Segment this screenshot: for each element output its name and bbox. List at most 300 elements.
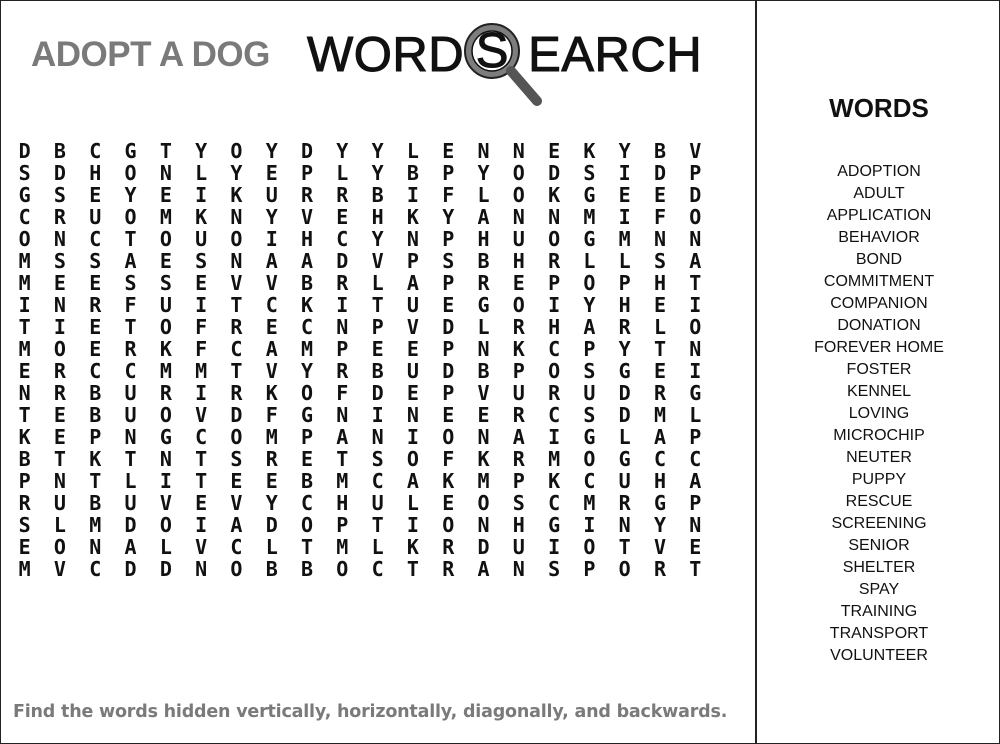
grid-letter[interactable]: U — [159, 293, 172, 317]
grid-letter[interactable]: H — [653, 271, 667, 295]
grid-letter[interactable]: Y — [301, 359, 314, 383]
grid-letter[interactable]: I — [159, 469, 172, 493]
grid-letter[interactable]: O — [512, 293, 525, 317]
grid-letter[interactable]: Y — [230, 161, 243, 185]
grid-letter[interactable]: H — [371, 205, 384, 229]
grid-letter[interactable]: R — [53, 205, 66, 229]
grid-letter[interactable]: E — [230, 469, 243, 493]
grid-letter[interactable]: V — [53, 557, 66, 581]
grid-letter[interactable]: P — [548, 271, 561, 295]
grid-letter[interactable]: R — [265, 447, 278, 471]
grid-letter[interactable]: E — [442, 403, 455, 427]
grid-letter[interactable]: T — [406, 557, 419, 581]
grid-letter[interactable]: P — [18, 469, 31, 493]
grid-letter[interactable]: N — [18, 381, 31, 405]
grid-letter[interactable]: N — [53, 227, 66, 251]
grid-letter[interactable]: K — [548, 469, 561, 493]
grid-letter[interactable]: M — [583, 491, 596, 515]
grid-letter[interactable]: I — [195, 183, 208, 207]
grid-letter[interactable]: D — [477, 535, 490, 559]
grid-letter[interactable]: T — [89, 469, 102, 493]
grid-letter[interactable]: B — [371, 359, 384, 383]
grid-letter[interactable]: M — [195, 359, 208, 383]
grid-letter[interactable]: A — [583, 315, 596, 339]
grid-letter[interactable]: C — [301, 491, 314, 515]
grid-letter[interactable]: U — [512, 381, 525, 405]
grid-letter[interactable]: K — [548, 183, 561, 207]
grid-letter[interactable]: T — [689, 271, 702, 295]
grid-letter[interactable]: O — [689, 205, 702, 229]
grid-letter[interactable]: E — [89, 315, 102, 339]
grid-letter[interactable]: H — [301, 227, 314, 251]
grid-letter[interactable]: D — [548, 161, 561, 185]
grid-letter[interactable]: A — [689, 249, 702, 273]
grid-letter[interactable]: D — [336, 249, 349, 273]
grid-letter[interactable]: G — [618, 447, 631, 471]
grid-letter[interactable]: A — [653, 425, 667, 449]
grid-letter[interactable]: S — [548, 557, 561, 581]
grid-letter[interactable]: S — [89, 249, 102, 273]
grid-letter[interactable]: V — [265, 359, 278, 383]
grid-letter[interactable]: A — [265, 337, 278, 361]
grid-letter[interactable]: F — [265, 403, 278, 427]
grid-letter[interactable]: P — [336, 337, 349, 361]
grid-letter[interactable]: E — [53, 403, 66, 427]
grid-letter[interactable]: U — [406, 359, 419, 383]
grid-letter[interactable]: I — [195, 293, 208, 317]
grid-letter[interactable]: N — [689, 227, 702, 251]
grid-letter[interactable]: V — [159, 491, 172, 515]
grid-letter[interactable]: T — [53, 447, 66, 471]
grid-letter[interactable]: M — [477, 469, 490, 493]
grid-letter[interactable]: A — [336, 425, 349, 449]
grid-letter[interactable]: I — [618, 161, 631, 185]
grid-letter[interactable]: O — [53, 535, 66, 559]
grid-letter[interactable]: E — [442, 491, 455, 515]
grid-letter[interactable]: K — [18, 425, 31, 449]
grid-letter[interactable]: P — [512, 469, 525, 493]
grid-letter[interactable]: I — [406, 425, 419, 449]
grid-letter[interactable]: A — [230, 513, 243, 537]
grid-letter[interactable]: O — [477, 491, 490, 515]
grid-letter[interactable]: T — [124, 447, 137, 471]
grid-letter[interactable]: B — [89, 491, 102, 515]
grid-letter[interactable]: Y — [371, 227, 384, 251]
grid-letter[interactable]: E — [53, 271, 66, 295]
grid-letter[interactable]: U — [406, 293, 419, 317]
grid-letter[interactable]: F — [653, 205, 667, 229]
grid-letter[interactable]: C — [195, 425, 208, 449]
grid-letter[interactable]: I — [548, 535, 561, 559]
grid-letter[interactable]: Y — [195, 139, 208, 163]
grid-letter[interactable]: P — [371, 315, 384, 339]
grid-letter[interactable]: N — [53, 469, 66, 493]
grid-letter[interactable]: N — [618, 513, 631, 537]
grid-letter[interactable]: T — [195, 447, 208, 471]
grid-letter[interactable]: G — [653, 491, 667, 515]
grid-letter[interactable]: I — [689, 359, 702, 383]
grid-letter[interactable]: C — [548, 337, 561, 361]
grid-letter[interactable]: U — [124, 491, 137, 515]
grid-letter[interactable]: C — [89, 557, 102, 581]
grid-letter[interactable]: C — [548, 491, 561, 515]
grid-letter[interactable]: T — [336, 447, 349, 471]
grid-letter[interactable]: C — [124, 359, 137, 383]
grid-letter[interactable]: P — [336, 513, 349, 537]
grid-letter[interactable]: N — [477, 337, 490, 361]
grid-letter[interactable]: B — [406, 161, 419, 185]
grid-letter[interactable]: T — [371, 513, 384, 537]
grid-letter[interactable]: N — [477, 513, 490, 537]
grid-letter[interactable]: B — [301, 271, 314, 295]
grid-letter[interactable]: I — [689, 293, 702, 317]
grid-letter[interactable]: R — [512, 315, 525, 339]
grid-letter[interactable]: O — [618, 557, 631, 581]
grid-letter[interactable]: T — [230, 359, 243, 383]
grid-letter[interactable]: E — [618, 183, 631, 207]
grid-letter[interactable]: O — [336, 557, 349, 581]
grid-letter[interactable]: E — [53, 425, 66, 449]
grid-letter[interactable]: O — [230, 557, 243, 581]
grid-letter[interactable]: A — [477, 557, 490, 581]
grid-letter[interactable]: P — [512, 359, 525, 383]
grid-letter[interactable]: C — [265, 293, 278, 317]
grid-letter[interactable]: Y — [265, 205, 278, 229]
grid-letter[interactable]: V — [477, 381, 490, 405]
grid-letter[interactable]: O — [442, 513, 455, 537]
grid-letter[interactable]: P — [89, 425, 102, 449]
grid-letter[interactable]: D — [301, 139, 314, 163]
grid-letter[interactable]: P — [301, 425, 314, 449]
grid-letter[interactable]: D — [689, 183, 702, 207]
grid-letter[interactable]: R — [336, 271, 349, 295]
grid-letter[interactable]: T — [124, 315, 137, 339]
grid-letter[interactable]: E — [89, 271, 102, 295]
grid-letter[interactable]: R — [618, 315, 631, 339]
grid-letter[interactable]: L — [477, 183, 490, 207]
grid-letter[interactable]: E — [371, 337, 384, 361]
grid-letter[interactable]: I — [618, 205, 631, 229]
grid-letter[interactable]: V — [195, 403, 208, 427]
grid-letter[interactable]: Y — [371, 139, 384, 163]
grid-letter[interactable]: U — [512, 227, 525, 251]
grid-letter[interactable]: N — [512, 557, 525, 581]
grid-letter[interactable]: T — [18, 403, 31, 427]
grid-letter[interactable]: I — [548, 425, 561, 449]
grid-letter[interactable]: H — [653, 469, 667, 493]
grid-letter[interactable]: O — [159, 227, 172, 251]
grid-letter[interactable]: G — [583, 227, 596, 251]
grid-letter[interactable]: F — [195, 337, 208, 361]
grid-letter[interactable]: H — [512, 249, 525, 273]
grid-letter[interactable]: D — [53, 161, 66, 185]
grid-letter[interactable]: P — [583, 337, 596, 361]
grid-letter[interactable]: P — [442, 227, 455, 251]
grid-letter[interactable]: M — [336, 535, 349, 559]
grid-letter[interactable]: D — [442, 315, 455, 339]
grid-letter[interactable]: S — [653, 249, 667, 273]
grid-letter[interactable]: G — [618, 359, 631, 383]
grid-letter[interactable]: R — [512, 403, 525, 427]
grid-letter[interactable]: E — [477, 403, 490, 427]
grid-letter[interactable]: O — [583, 271, 596, 295]
grid-letter[interactable]: N — [406, 403, 419, 427]
grid-letter[interactable]: S — [583, 403, 596, 427]
grid-letter[interactable]: O — [18, 227, 31, 251]
grid-letter[interactable]: I — [548, 293, 561, 317]
grid-letter[interactable]: R — [336, 359, 349, 383]
grid-letter[interactable]: H — [89, 161, 102, 185]
grid-letter[interactable]: C — [583, 469, 596, 493]
grid-letter[interactable]: O — [53, 337, 66, 361]
grid-letter[interactable]: B — [301, 469, 314, 493]
grid-letter[interactable]: P — [618, 271, 631, 295]
grid-letter[interactable]: E — [336, 205, 349, 229]
grid-letter[interactable]: A — [124, 249, 137, 273]
grid-letter[interactable]: B — [89, 381, 102, 405]
grid-letter[interactable]: E — [689, 535, 702, 559]
letter-grid[interactable] — [7, 140, 713, 580]
grid-letter[interactable]: Y — [618, 337, 631, 361]
grid-letter[interactable]: N — [548, 205, 561, 229]
grid-letter[interactable]: N — [124, 425, 137, 449]
grid-letter[interactable]: N — [230, 249, 243, 273]
grid-letter[interactable]: M — [583, 205, 596, 229]
grid-letter[interactable]: U — [583, 381, 596, 405]
grid-letter[interactable]: O — [230, 227, 243, 251]
grid-letter[interactable]: P — [689, 425, 702, 449]
grid-letter[interactable]: N — [477, 139, 490, 163]
grid-letter[interactable]: T — [18, 315, 31, 339]
grid-letter[interactable]: G — [583, 183, 596, 207]
grid-letter[interactable]: Y — [653, 513, 667, 537]
grid-letter[interactable]: B — [653, 139, 667, 163]
grid-letter[interactable]: K — [89, 447, 102, 471]
grid-letter[interactable]: N — [512, 139, 525, 163]
grid-letter[interactable]: F — [336, 381, 349, 405]
grid-letter[interactable]: R — [653, 557, 667, 581]
grid-letter[interactable]: M — [18, 337, 31, 361]
grid-letter[interactable]: D — [18, 139, 31, 163]
grid-letter[interactable]: M — [265, 425, 278, 449]
grid-letter[interactable]: L — [583, 249, 596, 273]
grid-letter[interactable]: L — [265, 535, 278, 559]
grid-letter[interactable]: H — [477, 227, 490, 251]
grid-letter[interactable]: P — [301, 161, 314, 185]
grid-letter[interactable]: E — [653, 359, 667, 383]
grid-letter[interactable]: L — [53, 513, 66, 537]
grid-letter[interactable]: U — [124, 381, 137, 405]
grid-letter[interactable]: G — [301, 403, 314, 427]
grid-letter[interactable]: B — [477, 359, 490, 383]
grid-letter[interactable]: S — [195, 249, 208, 273]
grid-letter[interactable]: R — [124, 337, 137, 361]
grid-letter[interactable]: T — [230, 293, 243, 317]
grid-letter[interactable]: I — [336, 293, 349, 317]
grid-letter[interactable]: K — [301, 293, 314, 317]
grid-letter[interactable]: K — [442, 469, 455, 493]
grid-letter[interactable]: V — [265, 271, 278, 295]
grid-letter[interactable]: B — [301, 557, 314, 581]
grid-letter[interactable]: N — [195, 557, 208, 581]
grid-letter[interactable]: E — [195, 271, 208, 295]
grid-letter[interactable]: L — [477, 315, 490, 339]
grid-letter[interactable]: R — [548, 249, 561, 273]
grid-letter[interactable]: B — [53, 139, 66, 163]
grid-letter[interactable]: R — [230, 315, 243, 339]
grid-letter[interactable]: N — [512, 205, 525, 229]
grid-letter[interactable]: K — [159, 337, 172, 361]
grid-letter[interactable]: S — [583, 359, 596, 383]
grid-letter[interactable]: B — [89, 403, 102, 427]
grid-letter[interactable]: H — [336, 491, 349, 515]
grid-letter[interactable]: I — [406, 513, 419, 537]
grid-letter[interactable]: D — [230, 403, 243, 427]
grid-letter[interactable]: O — [230, 425, 243, 449]
grid-letter[interactable]: A — [265, 249, 278, 273]
grid-letter[interactable]: Y — [265, 491, 278, 515]
grid-letter[interactable]: N — [53, 293, 66, 317]
grid-letter[interactable]: Y — [442, 205, 455, 229]
grid-letter[interactable]: U — [618, 469, 631, 493]
grid-letter[interactable]: R — [477, 271, 490, 295]
grid-letter[interactable]: N — [336, 315, 349, 339]
grid-letter[interactable]: G — [124, 139, 137, 163]
grid-letter[interactable]: T — [618, 535, 631, 559]
grid-letter[interactable]: R — [336, 183, 349, 207]
grid-letter[interactable]: V — [653, 535, 667, 559]
grid-letter[interactable]: M — [159, 359, 172, 383]
grid-letter[interactable]: B — [371, 183, 384, 207]
grid-letter[interactable]: C — [371, 557, 384, 581]
grid-letter[interactable]: R — [18, 491, 31, 515]
grid-letter[interactable]: U — [371, 491, 384, 515]
grid-letter[interactable]: Y — [265, 139, 278, 163]
grid-letter[interactable]: R — [301, 183, 314, 207]
grid-letter[interactable]: L — [618, 425, 631, 449]
grid-letter[interactable]: R — [512, 447, 525, 471]
grid-letter[interactable]: O — [583, 447, 596, 471]
grid-letter[interactable]: M — [159, 205, 172, 229]
grid-letter[interactable]: C — [18, 205, 31, 229]
grid-letter[interactable]: O — [406, 447, 419, 471]
grid-letter[interactable]: E — [442, 139, 455, 163]
grid-letter[interactable]: E — [89, 183, 102, 207]
grid-letter[interactable]: K — [265, 381, 278, 405]
grid-letter[interactable]: L — [336, 161, 349, 185]
grid-letter[interactable]: H — [618, 293, 631, 317]
grid-letter[interactable]: M — [653, 403, 667, 427]
grid-letter[interactable]: S — [53, 249, 66, 273]
grid-letter[interactable]: E — [406, 337, 419, 361]
grid-letter[interactable]: Y — [124, 183, 137, 207]
grid-letter[interactable]: P — [689, 491, 702, 515]
grid-letter[interactable]: E — [89, 337, 102, 361]
grid-letter[interactable]: N — [89, 535, 102, 559]
grid-letter[interactable]: R — [230, 381, 243, 405]
grid-letter[interactable]: E — [265, 469, 278, 493]
grid-letter[interactable]: R — [442, 557, 455, 581]
grid-letter[interactable]: T — [124, 227, 137, 251]
grid-letter[interactable]: A — [477, 205, 490, 229]
grid-letter[interactable]: Y — [477, 161, 490, 185]
grid-letter[interactable]: M — [301, 337, 314, 361]
grid-letter[interactable]: M — [18, 271, 31, 295]
grid-letter[interactable]: F — [195, 315, 208, 339]
grid-letter[interactable]: R — [53, 359, 66, 383]
grid-letter[interactable]: O — [301, 381, 314, 405]
grid-letter[interactable]: R — [618, 491, 631, 515]
grid-letter[interactable]: S — [583, 161, 596, 185]
grid-letter[interactable]: I — [195, 513, 208, 537]
grid-letter[interactable]: O — [583, 535, 596, 559]
grid-letter[interactable]: N — [371, 425, 384, 449]
grid-letter[interactable]: L — [689, 403, 702, 427]
grid-letter[interactable]: Y — [336, 139, 349, 163]
grid-letter[interactable]: N — [159, 161, 172, 185]
grid-letter[interactable]: K — [583, 139, 596, 163]
grid-letter[interactable]: N — [477, 425, 490, 449]
grid-letter[interactable]: U — [512, 535, 525, 559]
grid-letter[interactable]: L — [406, 491, 419, 515]
grid-letter[interactable]: U — [265, 183, 278, 207]
grid-letter[interactable]: E — [159, 183, 172, 207]
grid-letter[interactable]: L — [618, 249, 631, 273]
grid-letter[interactable]: E — [442, 293, 455, 317]
grid-letter[interactable]: T — [159, 139, 172, 163]
grid-letter[interactable]: C — [89, 359, 102, 383]
grid-letter[interactable]: G — [548, 513, 561, 537]
grid-letter[interactable]: C — [89, 227, 102, 251]
grid-letter[interactable]: S — [371, 447, 384, 471]
grid-letter[interactable]: P — [442, 337, 455, 361]
grid-letter[interactable]: V — [371, 249, 384, 273]
grid-letter[interactable]: A — [124, 535, 137, 559]
grid-letter[interactable]: E — [653, 293, 667, 317]
grid-letter[interactable]: D — [124, 513, 137, 537]
grid-letter[interactable]: V — [230, 271, 243, 295]
grid-letter[interactable]: O — [159, 315, 172, 339]
grid-letter[interactable]: A — [301, 249, 314, 273]
grid-letter[interactable]: H — [512, 513, 525, 537]
grid-letter[interactable]: S — [18, 513, 31, 537]
grid-letter[interactable]: O — [124, 205, 137, 229]
grid-letter[interactable]: K — [406, 535, 419, 559]
grid-letter[interactable]: N — [406, 227, 419, 251]
grid-letter[interactable]: P — [442, 381, 455, 405]
grid-letter[interactable]: N — [230, 205, 243, 229]
grid-letter[interactable]: L — [159, 535, 172, 559]
grid-letter[interactable]: A — [406, 271, 419, 295]
grid-letter[interactable]: O — [301, 513, 314, 537]
grid-letter[interactable]: T — [653, 337, 667, 361]
grid-letter[interactable]: R — [442, 535, 455, 559]
grid-letter[interactable]: K — [406, 205, 419, 229]
grid-letter[interactable]: D — [618, 403, 631, 427]
grid-letter[interactable]: T — [371, 293, 384, 317]
grid-letter[interactable]: T — [689, 557, 702, 581]
grid-letter[interactable]: E — [512, 271, 525, 295]
grid-letter[interactable]: K — [512, 337, 525, 361]
grid-letter[interactable]: F — [442, 447, 455, 471]
grid-letter[interactable]: K — [195, 205, 208, 229]
grid-letter[interactable]: U — [89, 205, 102, 229]
grid-letter[interactable]: Y — [618, 139, 631, 163]
grid-letter[interactable]: O — [230, 139, 243, 163]
grid-letter[interactable]: K — [230, 183, 243, 207]
grid-letter[interactable]: V — [195, 535, 208, 559]
grid-letter[interactable]: S — [124, 271, 137, 295]
